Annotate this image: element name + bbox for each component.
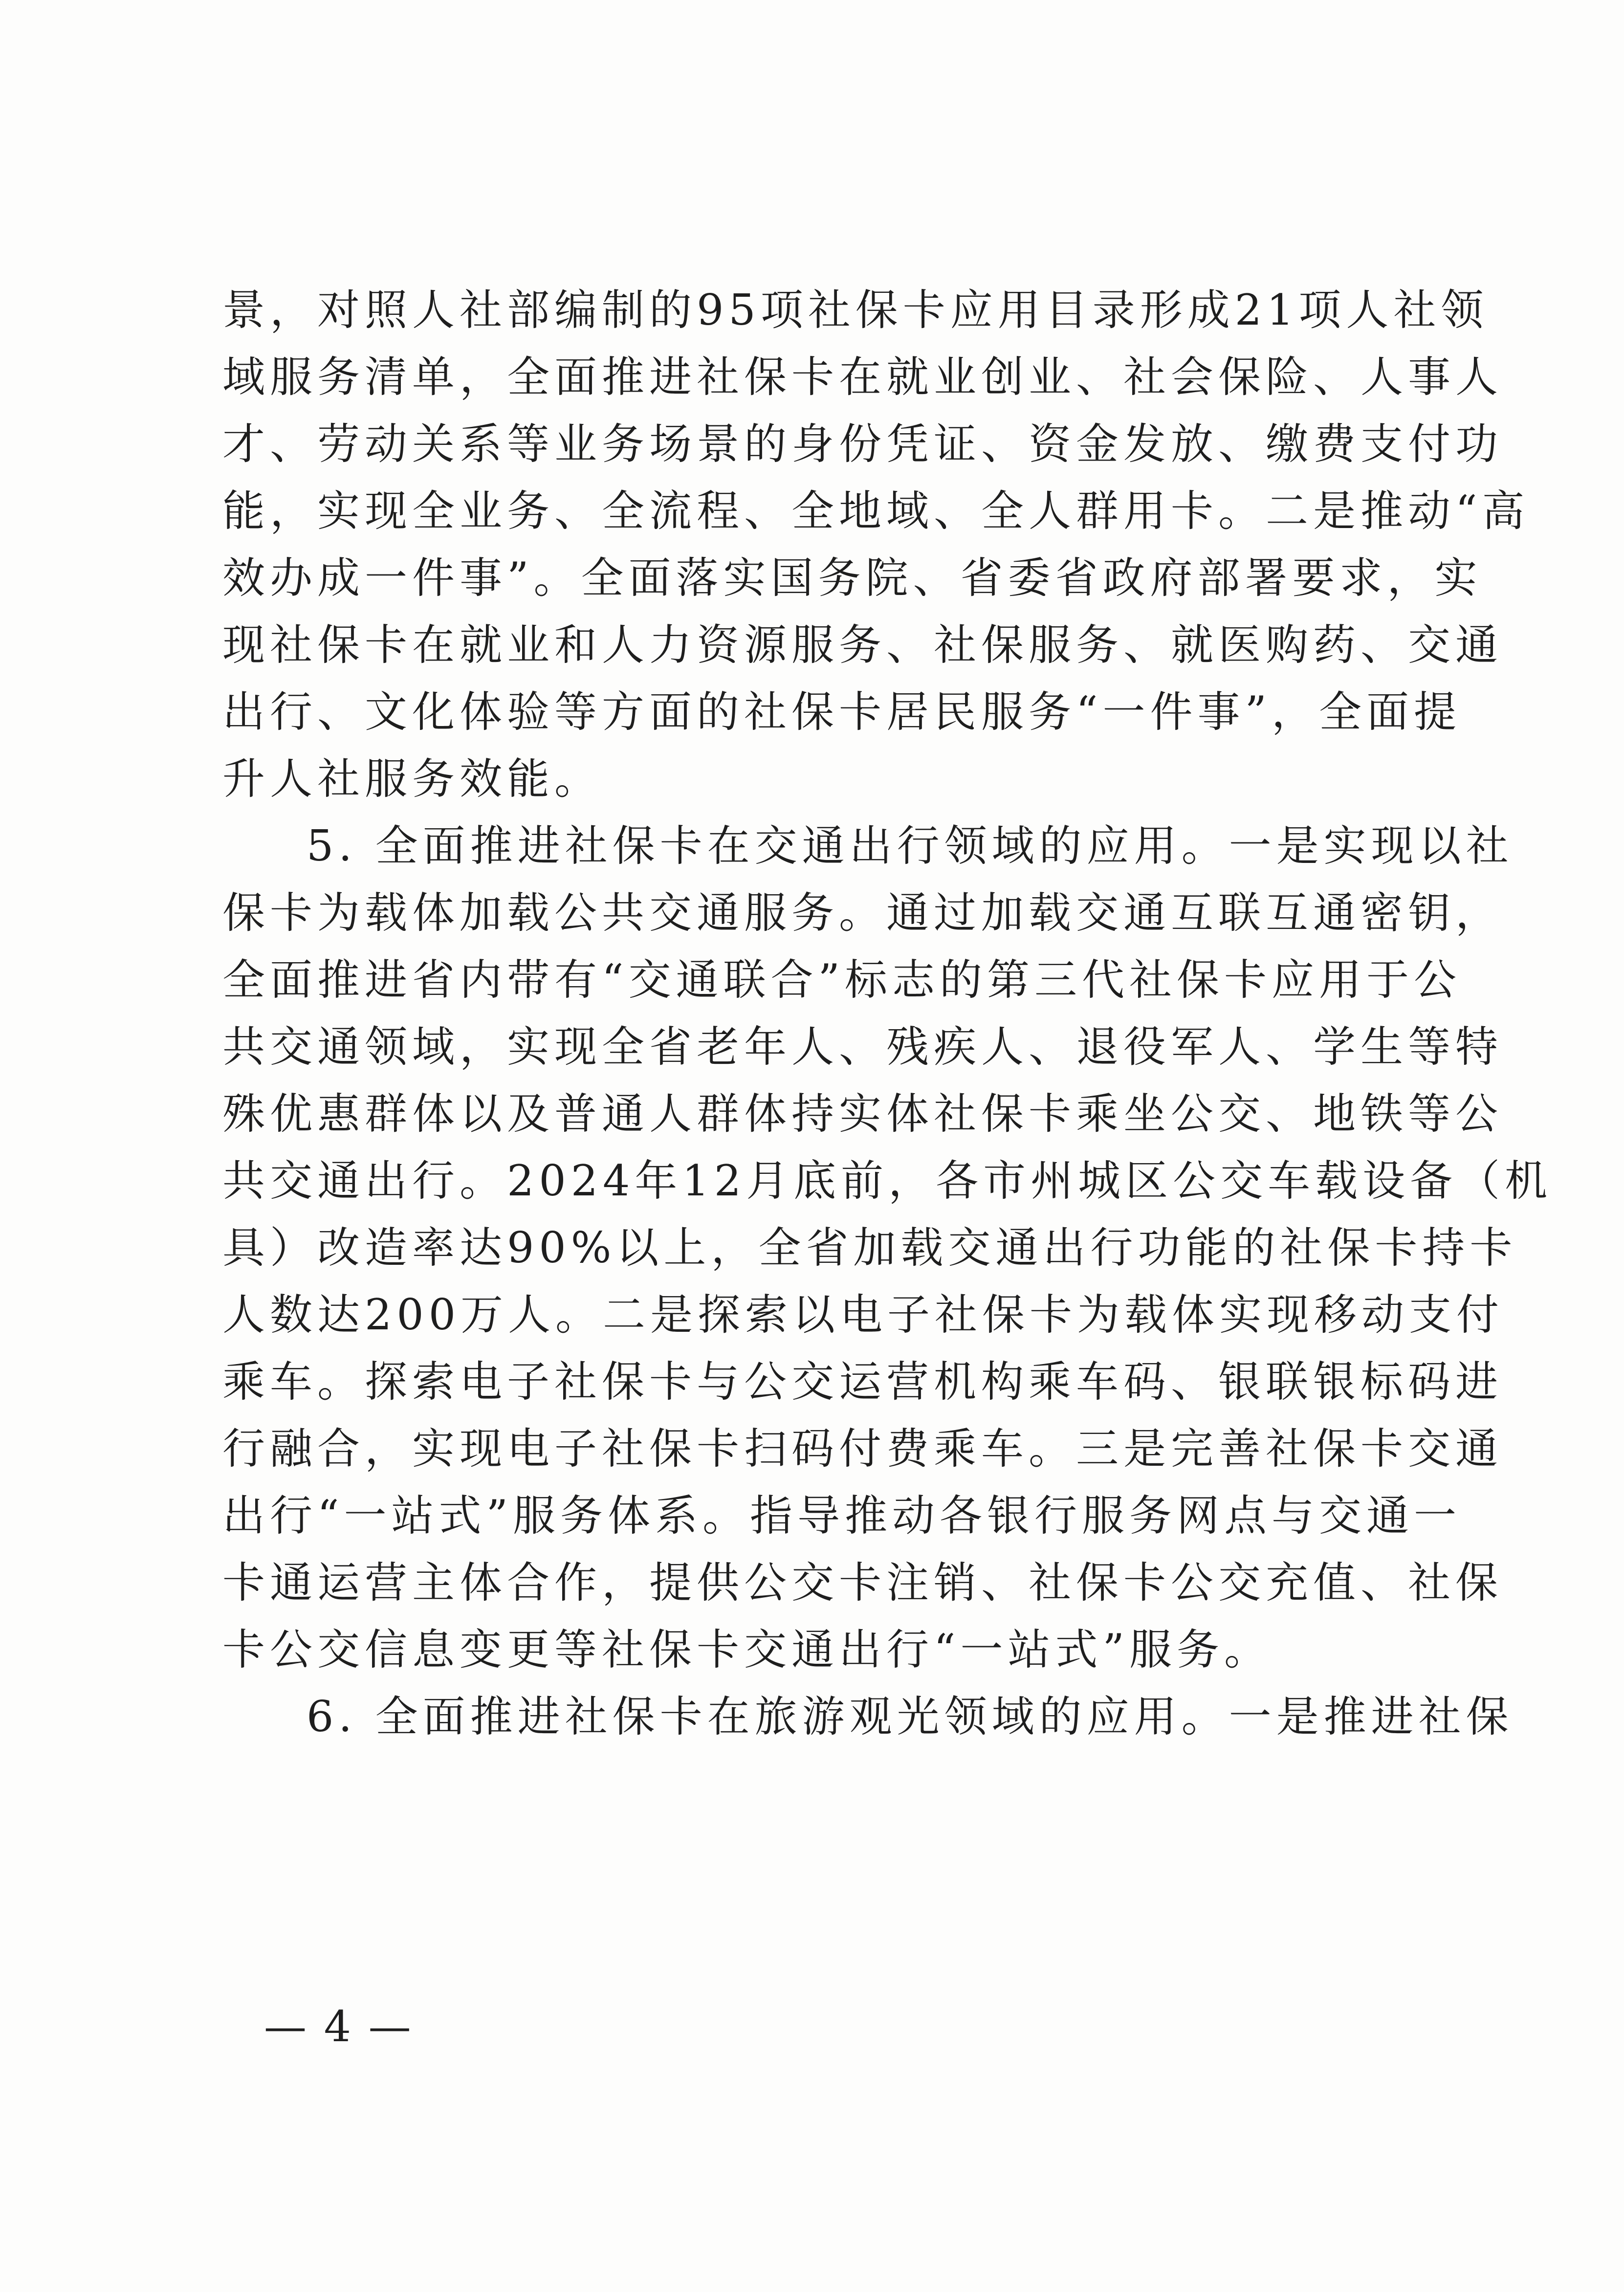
text-line: 出行、文化体验等方面的社保卡居民服务“一件事”，全面提 [222,687,1461,737]
text-line-paragraph-start: 6. 全面推进社保卡在旅游观光领域的应用。一是推进社保 [307,1692,1514,1741]
text-line: 效办成一件事”。全面落实国务院、省委省政府部署要求，实 [222,553,1482,603]
text-line-paragraph-end: 卡公交信息变更等社保卡交通出行“一站式”服务。 [222,1625,1272,1675]
text-line-paragraph-start: 5. 全面推进社保卡在交通出行领域的应用。一是实现以社 [307,821,1514,871]
text-line: 殊优惠群体以及普通人群体持实体社保卡乘坐公交、地铁等公 [222,1089,1503,1139]
text-line: 才、劳动关系等业务场景的身份凭证、资金发放、缴费支付功 [222,419,1503,469]
page-number: — 4 — [264,2002,413,2051]
text-line: 全面推进省内带有“交通联合”标志的第三代社保卡应用于公 [222,955,1461,1005]
text-line: 乘车。探索电子社保卡与公交运营机构乘车码、银联银标码进 [222,1357,1503,1407]
text-line: 共交通出行。2024年12月底前，各市州城区公交车载设备（机 [222,1156,1553,1206]
text-line: 具）改造率达90%以上，全省加载交通出行功能的社保卡持卡 [222,1223,1517,1273]
text-line: 行融合，实现电子社保卡扫码付费乘车。三是完善社保卡交通 [222,1424,1503,1474]
text-line: 共交通领域，实现全省老年人、残疾人、退役军人、学生等特 [222,1022,1503,1072]
text-line: 景，对照人社部编制的95项社保卡应用目录形成21项人社领 [222,285,1489,335]
text-line: 能，实现全业务、全流程、全地域、全人群用卡。二是推动“高 [222,486,1530,536]
text-line: 域服务清单，全面推进社保卡在就业创业、社会保险、人事人 [222,352,1503,402]
body-text [222,277,1553,1750]
text-line: 现社保卡在就业和人力资源服务、社保服务、就医购药、交通 [222,620,1503,670]
text-line-paragraph-end: 升人社服务效能。 [222,754,602,804]
text-line: 人数达200万人。二是探索以电子社保卡为载体实现移动支付 [222,1290,1504,1340]
text-line: 出行“一站式”服务体系。指导推动各银行服务网点与交通一 [222,1491,1461,1541]
text-line: 保卡为载体加载公共交通服务。通过加载交通互联互通密钥， [222,888,1503,938]
text-line: 卡通运营主体合作，提供公交卡注销、社保卡公交充值、社保 [222,1558,1503,1608]
